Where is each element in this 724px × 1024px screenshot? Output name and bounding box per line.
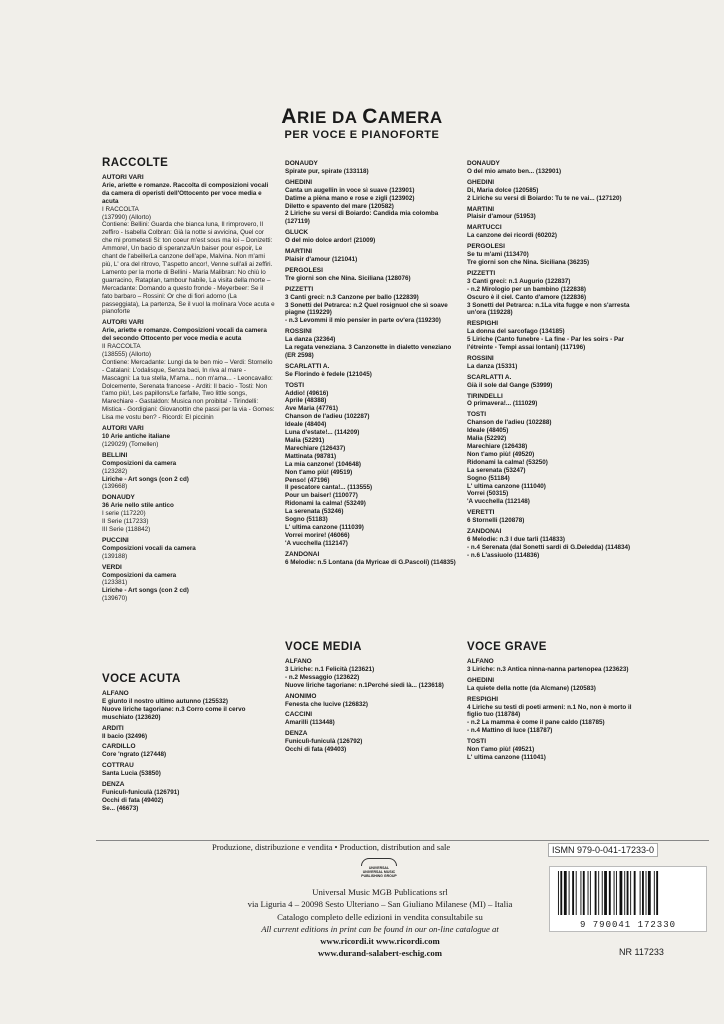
section-heading: VOCE GRAVE: [467, 641, 547, 653]
composer-name: ZANDONAI: [467, 528, 502, 536]
web-links-ricordi[interactable]: www.ricordi.it www.ricordi.com: [320, 936, 440, 947]
composer-name: ARDITI: [102, 724, 124, 732]
catalogue-entry: Funiculì-funiculà (126791): [102, 788, 180, 796]
composer-name: ROSSINI: [285, 328, 312, 336]
composer-name: DONAUDY: [285, 160, 318, 167]
composer-name: RESPIGHI: [467, 320, 499, 328]
catalogue-entry: Chanson de l'adieu (102287): [285, 413, 370, 421]
catalogue-entry: La mia canzone! (104648): [285, 460, 361, 468]
catalogue-entry: Funiculì-funiculà (126792): [285, 738, 363, 746]
catalogue-entry: II Serie (117233): [102, 518, 149, 526]
barcode-bar: [642, 871, 644, 915]
catalogue-entry: Spirate pur, spirate (133118): [285, 167, 369, 175]
catalogue-entry: 4 Liriche su testi di poeti armeni: n.1 No, non è morto il figlio tuo (118784): [467, 703, 632, 719]
catalogue-entry: 6 Melodie: n.3 I due tarli (114833): [467, 535, 565, 543]
composer-name: PIZZETTI: [285, 285, 314, 293]
composer-name: VERETTI: [467, 509, 495, 517]
ismn-code: ISMN 979-0-041-17233-0: [548, 843, 658, 857]
catalogue-entry: - n.2 Messaggio (123622): [285, 673, 360, 681]
barcode-bar: [558, 871, 559, 915]
catalogue-entry: Vorrei (50315): [467, 490, 509, 498]
catalogue-entry: - n.2 Mirologio per un bambino (122838): [467, 285, 586, 293]
section-heading: VOCE ACUTA: [102, 673, 181, 685]
catalogue-entry: 3 Sonetti del Petrarca: n.1La vita fugge e non s'arresta un'ora (119228): [467, 301, 630, 317]
catalogue-entry: Plaisir d'amour (121041): [285, 255, 358, 263]
barcode-bar: [560, 871, 562, 915]
logo-text-3: PUBLISHING GROUP: [361, 874, 397, 878]
catalogue-entry: Nuove liriche tagoriane: n.1Perché siedi là... (123618): [285, 681, 444, 689]
composer-name: ALFANO: [285, 658, 312, 665]
composer-name: ALFANO: [467, 658, 494, 665]
catalogue-entry: 36 Arie nello stile antico: [102, 502, 174, 510]
barcode-bar: [630, 871, 631, 915]
title-initial-a: A: [281, 105, 297, 128]
barcode-bar: [580, 871, 581, 915]
barcode-bar: [572, 871, 574, 915]
catalogue-entry: Sogno (51183): [285, 516, 328, 524]
catalogue-entry: Arie, ariette e romanze. Composizioni vocali da camera del secondo Ottocento per voce media e acuta: [102, 327, 267, 343]
barcode-bar: [654, 871, 655, 915]
barcode-bar: [564, 871, 567, 915]
barcode-bar: [640, 871, 641, 915]
catalogue-entry: 3 Liriche: n.1 Felicità (123621): [285, 665, 375, 673]
page-subtitle: PER VOCE E PIANOFORTE: [284, 129, 440, 141]
catalogue-entry: Il bacio (32496): [102, 732, 148, 740]
catalogue-italian: Catalogo completo delle edizioni in vendita consultabile su: [277, 911, 483, 922]
composer-name: SCARLATTI A.: [467, 373, 512, 381]
catalogue-entry: Ridonami la calma! (53249): [285, 500, 366, 508]
composer-name: ROSSINI: [467, 354, 494, 362]
barcode-bar: [598, 871, 599, 915]
composer-name: AUTORI VARI: [102, 319, 144, 327]
barcode-bar: [646, 871, 647, 915]
catalogue-entry: La danza (32364): [285, 336, 336, 344]
catalogue-entry: - n.3 Levommi il mio pensier in parte ov'era (119230): [285, 317, 441, 325]
catalogue-entry: Se Florindo è fedele (121045): [285, 370, 372, 378]
composer-name: TOSTI: [467, 738, 487, 746]
catalogue-entry: O del mio amato ben... (132901): [467, 167, 562, 175]
catalogue-entry: Nuove liriche tagoriane: n.3 Corro come il cervo muschiato (123620): [102, 705, 246, 721]
catalogue-entry: Contiene: Mercadante: Lungi da te ben mio – Verdi: Stornello - Catalani: L'odalisque, Senza baci, In riva al mare - Mascagni: La tua stella, M'ama... non m'ama... - Leoncavallo: Dolcemente, Serenata francese - Arditi: Il bacio - Tosti: Non t'amo più!, Les papillons/Le farfalle, Two little songs, Marechiare - Gastaldon: Musica non proibita! - Tirindelli: Mistica - Gordigiani: Giovanottin che passi per la via - Gomes: Lisa me vostu ben? - Ricordi: El piccinin: [102, 358, 275, 422]
catalogue-entry: 2 Liriche su versi di Boiardo: Tu te ne vai... (127120): [467, 194, 622, 202]
composer-name: PERGOLESI: [467, 243, 505, 251]
catalogue-entry: Marechiare (126438): [467, 443, 528, 450]
catalogue-entry: Malia (52292): [467, 435, 507, 443]
catalogue-entry: O primavera!... (111029): [467, 400, 538, 408]
catalogue-entry: 3 Liriche: n.3 Antica ninna-nanna partenopea (123623): [467, 665, 629, 673]
composer-name: TOSTI: [285, 381, 305, 389]
composer-name: TIRINDELLI: [467, 392, 503, 400]
catalogue-entry: III Serie (118842): [102, 525, 151, 533]
column-voce-acuta: [102, 673, 275, 813]
composer-name: MARTINI: [285, 248, 313, 256]
composer-name: DENZA: [102, 781, 125, 789]
catalogue-entry: - n.2 La mamma è come il pane caldo (118785): [467, 719, 605, 727]
web-link-durand[interactable]: www.durand-salabert-eschig.com: [317, 948, 443, 959]
composer-name: CACCINI: [285, 711, 313, 719]
catalogue-entry: Se... (46673): [102, 804, 139, 812]
catalogue-entry: 'A vucchella (112147): [285, 539, 348, 547]
catalogue-entry: E giunto il nostro ultimo autunno (125532): [102, 697, 228, 705]
catalogue-entry: Canta un augellin in voce sì suave (123901): [285, 186, 415, 194]
composer-name: DONAUDY: [467, 160, 500, 167]
catalogue-entry: Il pescatore canta!... (113555): [285, 484, 373, 492]
title-part-b: RIE DA: [296, 108, 363, 127]
barcode-bar: [604, 871, 607, 915]
catalogue-entry: Ave Maria (47761): [285, 405, 338, 413]
catalogue-entry: Composizioni da camera: [102, 571, 177, 579]
catalogue-entry: 6 Melodie: n.5 Lontana (da Myricae di G.Pascoli) (114835): [285, 558, 456, 566]
catalogue-entry: Già il sole dal Gange (53999): [467, 381, 553, 389]
catalogue-entry: Mattinata (98781): [285, 452, 337, 460]
catalogue-english: All current editions in print can be found in our on-line catalogue at: [261, 923, 499, 934]
catalogue-entry: - n.4 Mattino di luce (118787): [467, 727, 553, 735]
column-raccolte: [102, 157, 275, 603]
catalogue-entry: 3 Canti greci: n.3 Canzone per ballo (122839): [285, 293, 419, 301]
barcode-bar: [602, 871, 603, 915]
catalogue-entry: 3 Sonetti del Petrarca: n.2 Quel rosignuol che sì soave piagne (119229): [285, 301, 448, 317]
barcode-bar: [624, 871, 625, 915]
barcode-bar: [620, 871, 623, 915]
catalogue-entry: La serenata (53247): [467, 466, 526, 474]
catalogue-entry: Diletto e spavento del mare (120582): [285, 202, 394, 210]
catalogue-entry: II RACCOLTA: [102, 343, 141, 351]
title-part-d: AMERA: [377, 108, 443, 127]
catalogue-entry: Addio! (49616): [285, 389, 329, 397]
barcode-bar: [648, 871, 651, 915]
barcode-bar: [588, 871, 589, 915]
barcode-bar: [576, 871, 577, 915]
catalogue-entry: 5 Liriche (Canto funebre - La fine - Par les soirs - Par l'étreinte - Tempi assai lontani) (117196): [467, 336, 625, 352]
universal-logo: [356, 858, 402, 878]
catalogue-entry: Plaisir d'amour (51953): [467, 213, 536, 221]
column-voce-media: [285, 641, 457, 754]
catalogue-entry: Core 'ngrato (127448): [102, 751, 167, 759]
catalogue-entry: (137990) (Allorto): [102, 213, 151, 221]
page-title: [0, 105, 724, 129]
composer-name: RESPIGHI: [467, 695, 499, 703]
production-note: Produzione, distribuzione e vendita • Production, distribution and sale: [212, 842, 451, 852]
catalogue-entry: Vorrei morire! (46066): [285, 531, 350, 539]
catalogue-entry: La danza (15331): [467, 362, 518, 370]
composer-name: AUTORI VARI: [102, 425, 144, 433]
catalogue-entry: Penso! (47196): [285, 476, 330, 484]
barcode-bar: [614, 871, 615, 915]
logo-text-2: UNIVERSAL MUSIC: [362, 870, 396, 874]
title-initial-c: C: [362, 105, 378, 128]
column-middle: [285, 157, 457, 567]
catalogue-entry: La regata veneziana. 3 Canzonette in dialetto veneziano (ER 2598): [285, 344, 452, 359]
composer-name: CARDILLO: [102, 743, 136, 751]
composer-name: GHEDINI: [467, 676, 495, 684]
barcode-bar: [656, 871, 658, 915]
footer-divider: [96, 840, 709, 841]
catalogue-entry: - n.6 L'assiuolo (114836): [467, 551, 540, 559]
catalogue-entry: (139670): [102, 595, 128, 603]
catalogue-entry: Arie, ariette e romanze. Raccolta di composizioni vocali da camera di operisti dell'Ottocento per voce media e acuta: [102, 181, 269, 205]
composer-name: VERDI: [102, 563, 122, 571]
composer-name: ALFANO: [102, 690, 129, 697]
catalogue-entry: 3 Canti greci: n.1 Augurio (122837): [467, 277, 571, 285]
catalogue-entry: Chanson de l'adieu (102288): [467, 419, 552, 427]
barcode: [549, 866, 707, 932]
catalogue-entry: Oscuro è il ciel. Canto d'amore (122836): [467, 293, 587, 301]
catalogue-entry: Se tu m'ami (113470): [467, 251, 529, 259]
composer-name: GHEDINI: [285, 178, 313, 186]
barcode-bar: [627, 871, 629, 915]
catalogue-entry: Santa Lucia (53850): [102, 770, 161, 778]
composer-name: DENZA: [285, 730, 308, 738]
catalogue-entry: 10 Arie antiche italiane: [102, 433, 171, 440]
barcode-bar: [634, 871, 636, 915]
catalogue-entry: (123381): [102, 579, 128, 587]
catalogue-entry: - n.4 Serenata (dal Sonetti sardi di G.Deledda) (114834): [467, 543, 631, 551]
catalogue-entry: Liriche - Art songs (con 2 cd): [102, 475, 189, 483]
catalogue-entry: Malia (52291): [285, 437, 325, 444]
catalogue-entry: La quiete della notte (da Alcmane) (120583): [467, 684, 596, 692]
catalogue-entry: (129029) (Tomellen): [102, 440, 159, 448]
composer-name: SCARLATTI A.: [285, 362, 330, 370]
composer-name: ZANDONAI: [285, 550, 320, 558]
catalogue-entry: L' ultima canzone (111041): [467, 753, 546, 761]
composer-name: GLUCK: [285, 229, 309, 237]
catalogue-entry: L' ultima canzone (111040): [467, 482, 546, 490]
composer-name: BELLINI: [102, 451, 128, 459]
catalogue-entry: Datime a pièna mano e rose e zigli (123902): [285, 194, 415, 202]
composer-name: TOSTI: [467, 411, 487, 419]
catalogue-entry: Ideale (48405): [467, 427, 509, 435]
catalogue-entry: Di, Maria dolce (120585): [467, 186, 539, 194]
composer-name: DONAUDY: [102, 494, 135, 502]
logo-arc-icon: [361, 858, 397, 866]
publisher-address: via Liguria 4 – 20098 Sesto Ulteriano – San Giuliano Milanese (MI) – Italia: [247, 899, 513, 910]
composer-name: MARTINI: [467, 205, 495, 213]
composer-name: PUCCINI: [102, 536, 129, 544]
catalogue-entry: Tre giorni son che Nina. Siciliana (36235): [467, 258, 590, 266]
catalogue-entry: (123282): [102, 467, 128, 475]
catalogue-entry: Marechiare (126437): [285, 444, 346, 452]
catalogue-entry: La serenata (53246): [285, 508, 344, 516]
barcode-bar: [609, 871, 611, 915]
catalogue-entry: I RACCOLTA: [102, 205, 139, 213]
catalogue-entry: La donna del sarcofago (134185): [467, 328, 565, 336]
column-voce-grave: [467, 641, 640, 762]
composer-name: PIZZETTI: [467, 269, 496, 277]
catalogue-entry: (138555) (Allorto): [102, 350, 151, 358]
catalogue-entry: Pour un baiser! (110077): [285, 492, 358, 500]
catalogue-entry: (139188): [102, 552, 128, 560]
composer-name: PERGOLESI: [285, 266, 323, 274]
catalogue-entry: 6 Stornelli (120878): [467, 517, 525, 525]
catalogue-entry: 2 Liriche su versi di Boiardo: Candida mia colomba (127119): [285, 210, 439, 226]
catalogue-entry: La canzone dei ricordi (60202): [467, 232, 557, 240]
catalogue-entry: I serie (117220): [102, 510, 146, 518]
catalogue-entry: Ridonami la calma! (53250): [467, 458, 548, 466]
catalogue-entry: Liriche - Art songs (con 2 cd): [102, 587, 189, 595]
catalogue-entry: L' ultima canzone (111039): [285, 523, 364, 531]
logo-text-1: UNIVERSAL: [368, 866, 390, 870]
catalogue-number: NR 117233: [619, 947, 664, 957]
catalogue-entry: Occhi di fata (49402): [102, 796, 164, 804]
catalogue-entry: Aprile (48388): [285, 397, 327, 405]
section-heading: VOCE MEDIA: [285, 641, 362, 653]
composer-name: COTTRAU: [102, 762, 134, 770]
barcode-number: 9 790041 172330: [579, 920, 676, 930]
catalogue-entry: Non t'amo più! (49519): [285, 468, 353, 476]
publisher-name: Universal Music MGB Publications srl: [312, 887, 448, 897]
barcode-bar: [595, 871, 597, 915]
catalogue-entry: Tre giorni son che Nina. Siciliana (128076): [285, 274, 411, 282]
catalogue-entry: (139668): [102, 483, 128, 491]
composer-name: GHEDINI: [467, 178, 495, 186]
composer-name: ANONIMO: [285, 692, 317, 700]
catalogue-entry: O del mio dolce ardor! (21009): [285, 237, 376, 245]
catalogue-entry: Non t'amo più! (49520): [467, 450, 535, 458]
catalogue-entry: 'A vucchella (112148): [467, 498, 530, 506]
catalogue-entry: Ideale (48404): [285, 421, 327, 429]
catalogue-entry: Amarilli (113448): [285, 719, 335, 727]
composer-name: AUTORI VARI: [102, 174, 144, 181]
barcode-bar: [583, 871, 585, 915]
catalogue-entry: Sogno (51184): [467, 474, 510, 482]
catalogue-entry: Luna d'estate!... (114209): [285, 429, 360, 437]
barcode-bar: [616, 871, 617, 915]
catalogue-entry: Composizioni vocali da camera: [102, 544, 196, 552]
publisher-block: [200, 886, 560, 960]
catalogue-entry: Non t'amo più! (49521): [467, 746, 535, 754]
catalogue-entry: Fenesta che lucive (126832): [285, 700, 368, 708]
section-heading: RACCOLTE: [102, 157, 169, 169]
catalogue-entry: Occhi di fata (49403): [285, 746, 347, 754]
catalogue-entry: Composizioni da camera: [102, 459, 177, 467]
column-right: [467, 157, 640, 560]
catalogue-entry: Contiene: Bellini: Guarda che bianca luna, Il rimprovero, Il zeffiro - Isabella Colbran: Già la notte si avvicina, Quel cor che mi prometesti Si: ton coeur m'est sous ma loi – Donizetti: Ammore!, Un bacio di speranza/Un baiser pour espoir, Le chant de l'abeille/La canzone dell'ape, Malvina. Non m'ami più, L' ora del ritrovo, T'aspetto ancor!, Venne sull'ali ai zeffiri. Lamento per la morte di Bellini - Maria Malibran: No chiù lo guarracino, Rataplan, tambour habile, La visita della morte – Mercadante: Domando a questo fronde - Meyerbeer: Se il fato barbaro – Rossini: Or che di fiori adorno (La passeggiata), La partenza, Se il vuol la molinara Voce acuta e pianoforte: [102, 221, 275, 316]
composer-name: MARTUCCI: [467, 224, 502, 232]
barcode-bar: [569, 871, 570, 915]
barcode-bars-icon: [556, 871, 700, 915]
barcode-bar: [590, 871, 591, 915]
